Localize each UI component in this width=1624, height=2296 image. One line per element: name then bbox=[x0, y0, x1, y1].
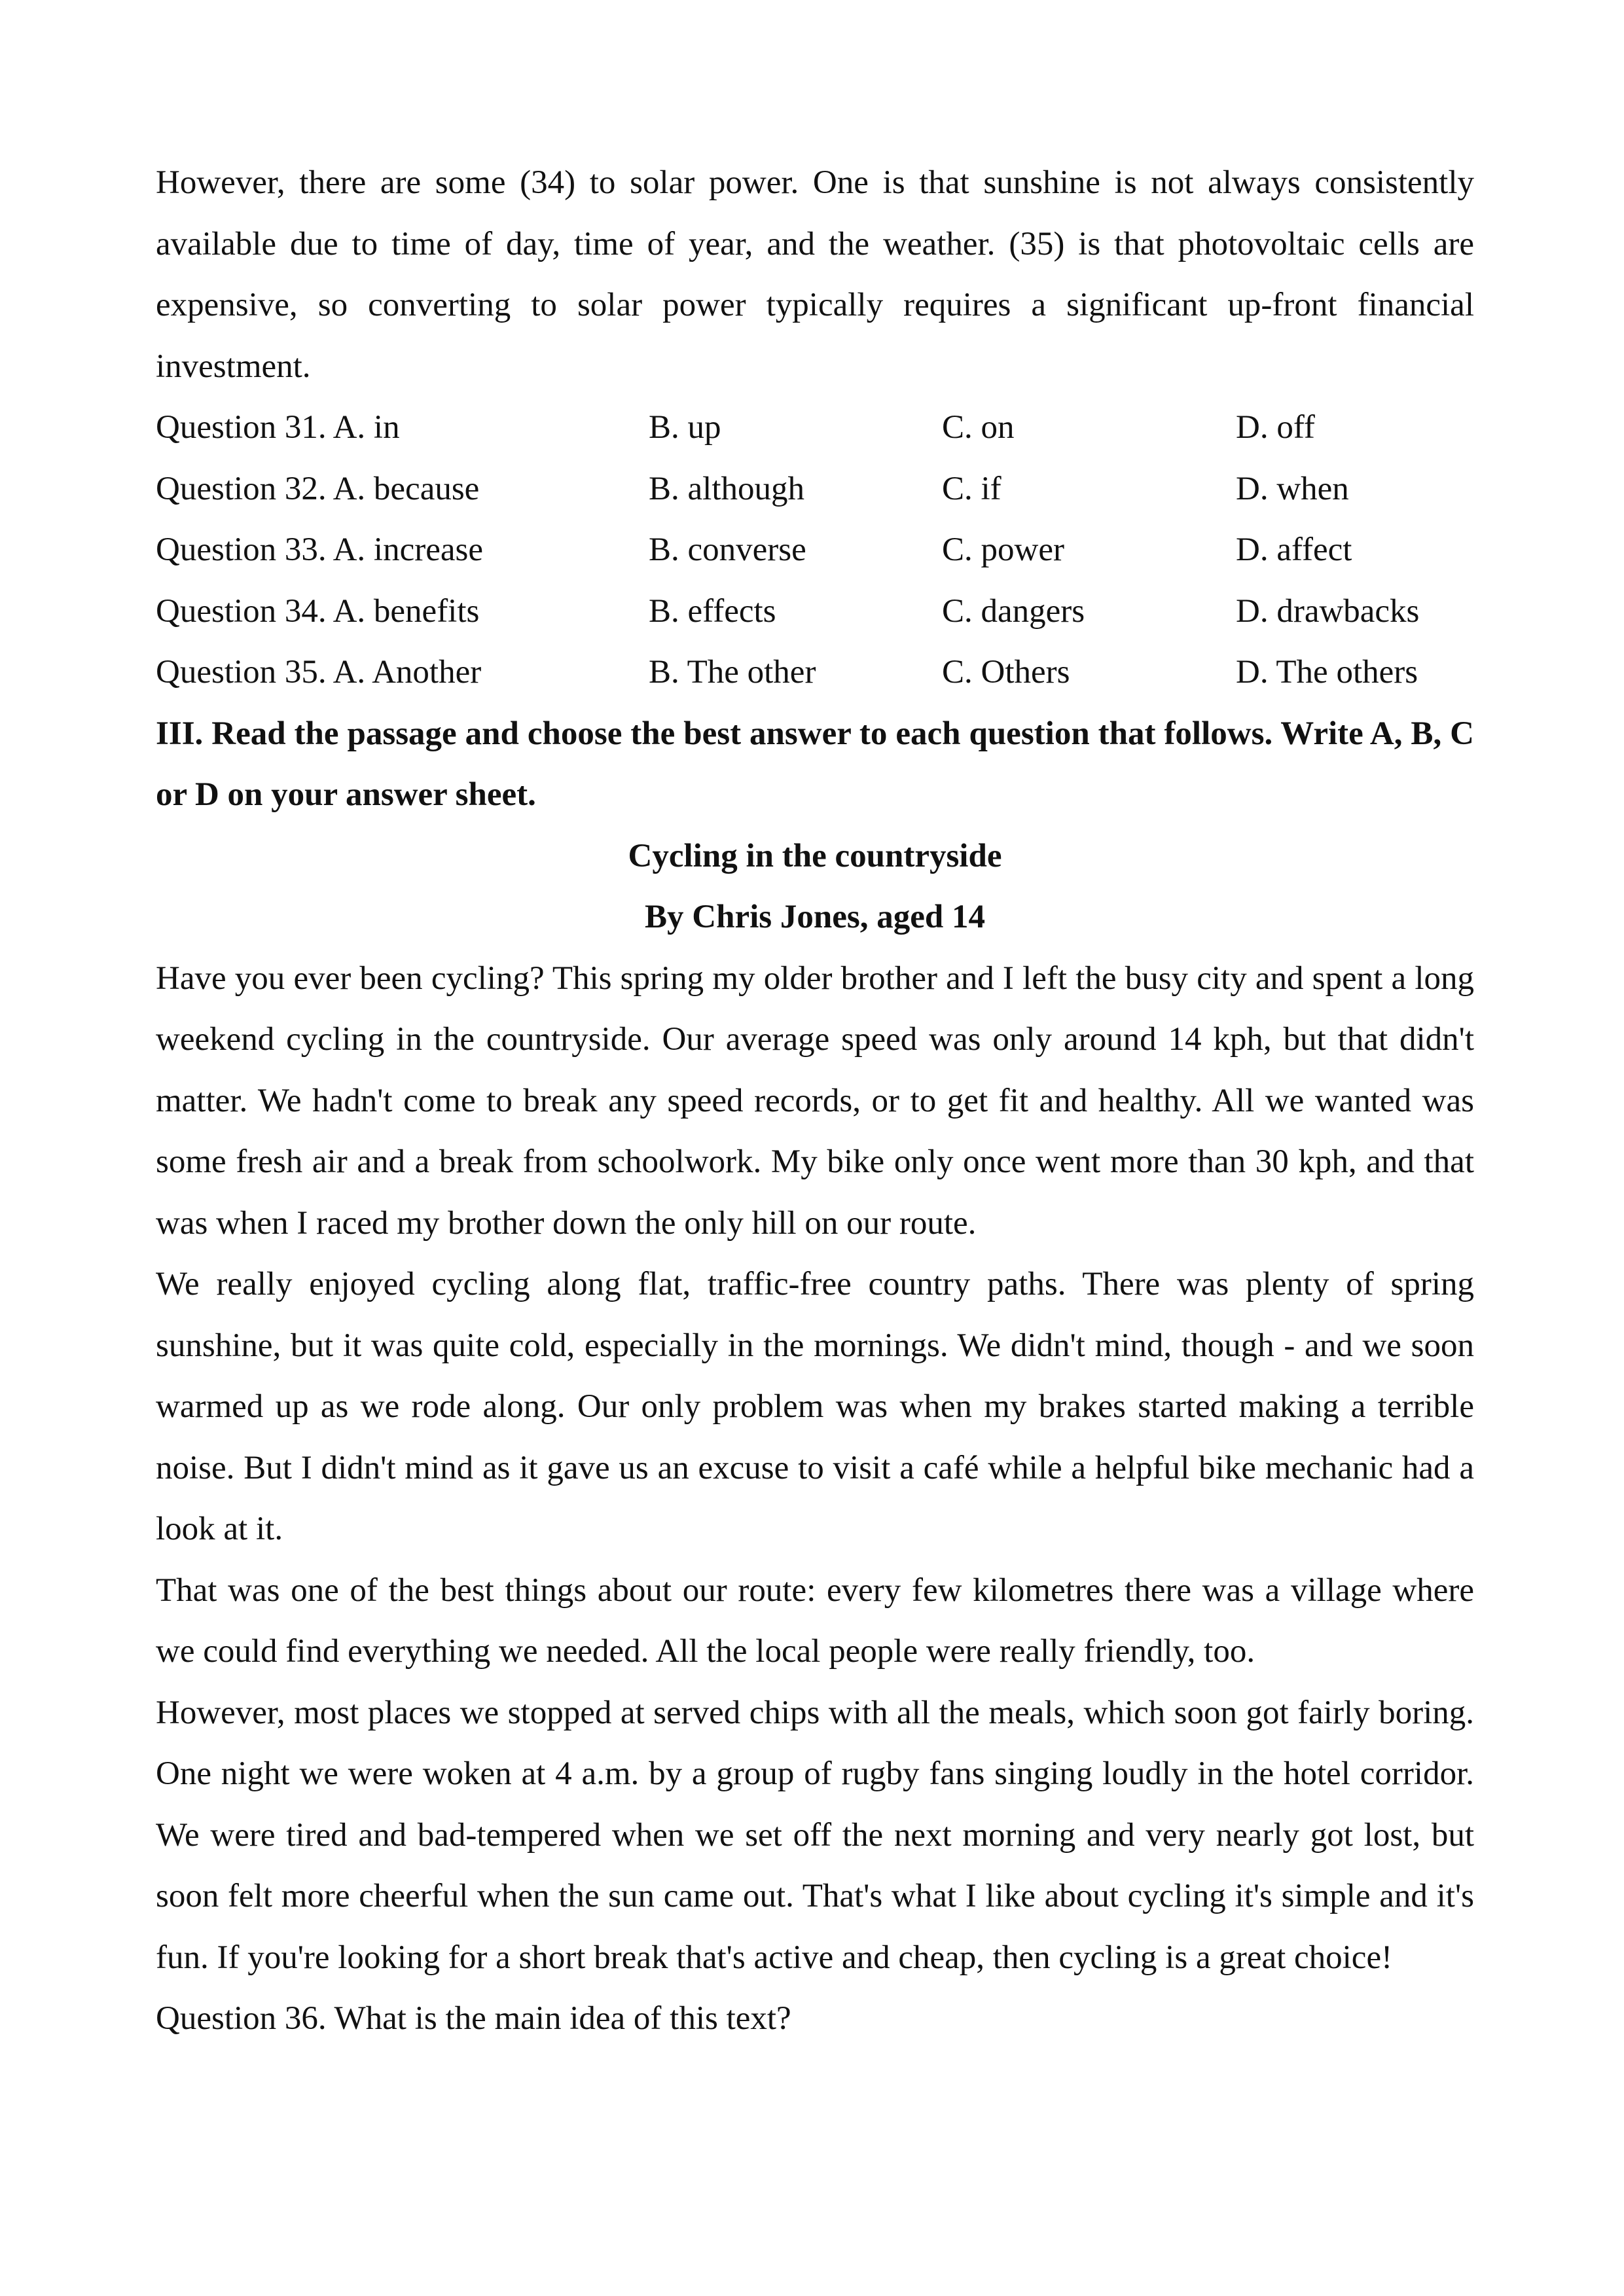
question-34-option-b: B. effects bbox=[649, 592, 776, 630]
question-31-option-c: C. on bbox=[942, 409, 1015, 446]
passage-paragraph-4: However, most places we stopped at served chips with all the meals, which soon got fairly boring. One night we were woken at 4 a.m. by a group of rugby fans singing loudly in the hotel corridor. We were tired and bad-tempered when we set off the next morning and very nearly got lost, but soon felt more cheerful when the sun came out. That's what I like about cycling it's simple and it's fun. If you're looking for a short break that's active and cheap, then cycling is a great choice! bbox=[156, 1694, 1474, 1976]
question-34-row bbox=[156, 581, 1474, 643]
question-32-option-c: C. if bbox=[942, 470, 1001, 507]
question-35-row bbox=[156, 642, 1474, 704]
question-33-option-b: B. converse bbox=[649, 531, 806, 568]
passage-tail-paragraph: However, there are some (34) to solar power. One is that sunshine is not always consistently available due to time of day, time of year, and the weather. (35) is that photovoltaic cells are expensive, so converting to solar power typically requires a significant up-front financial investment. bbox=[156, 164, 1474, 385]
question-31-option-d: D. off bbox=[1236, 409, 1315, 446]
passage-byline: By Chris Jones, aged 14 bbox=[645, 899, 985, 935]
question-35-option-d: D. The others bbox=[1236, 654, 1418, 691]
question-31-option-b: B. up bbox=[649, 409, 721, 446]
question-35-option-b: B. The other bbox=[649, 654, 816, 691]
question-36-prompt: Question 36. What is the main idea of this text? bbox=[156, 2000, 791, 2037]
exam-page bbox=[156, 152, 1474, 2050]
question-31-option-a: Question 31. A. in bbox=[156, 409, 400, 446]
question-34-option-d: D. drawbacks bbox=[1236, 592, 1420, 630]
question-32-option-b: B. although bbox=[649, 470, 804, 507]
question-33-row bbox=[156, 520, 1474, 581]
question-33-option-c: C. power bbox=[942, 531, 1064, 568]
passage-paragraph-3: That was one of the best things about our route: every few kilometres there was a village where we could find everything we needed. All the local people were really friendly, too. bbox=[156, 1571, 1474, 1670]
passage-title: Cycling in the countryside bbox=[628, 837, 1002, 874]
passage-paragraph-1: Have you ever been cycling? This spring my older brother and I left the busy city and spent a long weekend cycling in the countryside. Our average speed was only around 14 kph, but that didn't matter. We hadn't come to break any speed records, or to get fit and healthy. All we wanted was some fresh air and a break from schoolwork. My bike only once went more than 30 kph, and that was when I raced my brother down the only hill on our route. bbox=[156, 960, 1474, 1242]
section-3-instruction: III. Read the passage and choose the best answer to each question that follows. Write A, B, C or D on your answer sheet. bbox=[156, 715, 1474, 813]
question-32-row bbox=[156, 459, 1474, 520]
question-34-option-a: Question 34. A. benefits bbox=[156, 592, 480, 630]
question-35-option-a: Question 35. A. Another bbox=[156, 654, 482, 691]
question-33-option-a: Question 33. A. increase bbox=[156, 531, 483, 568]
question-35-option-c: C. Others bbox=[942, 654, 1070, 691]
question-34-option-c: C. dangers bbox=[942, 592, 1085, 630]
question-33-option-d: D. affect bbox=[1236, 531, 1352, 568]
question-32-option-d: D. when bbox=[1236, 470, 1349, 507]
question-32-option-a: Question 32. A. because bbox=[156, 470, 480, 507]
passage-paragraph-2: We really enjoyed cycling along flat, traffic-free country paths. There was plenty of spring sunshine, but it was quite cold, especially in the mornings. We didn't mind, though - and we soon warmed up as we rode along. Our only problem was when my brakes started making a terrible noise. But I didn't mind as it gave us an excuse to visit a café while a helpful bike mechanic had a look at it. bbox=[156, 1266, 1474, 1547]
question-31-row bbox=[156, 397, 1474, 459]
cloze-question-list bbox=[156, 397, 1474, 704]
